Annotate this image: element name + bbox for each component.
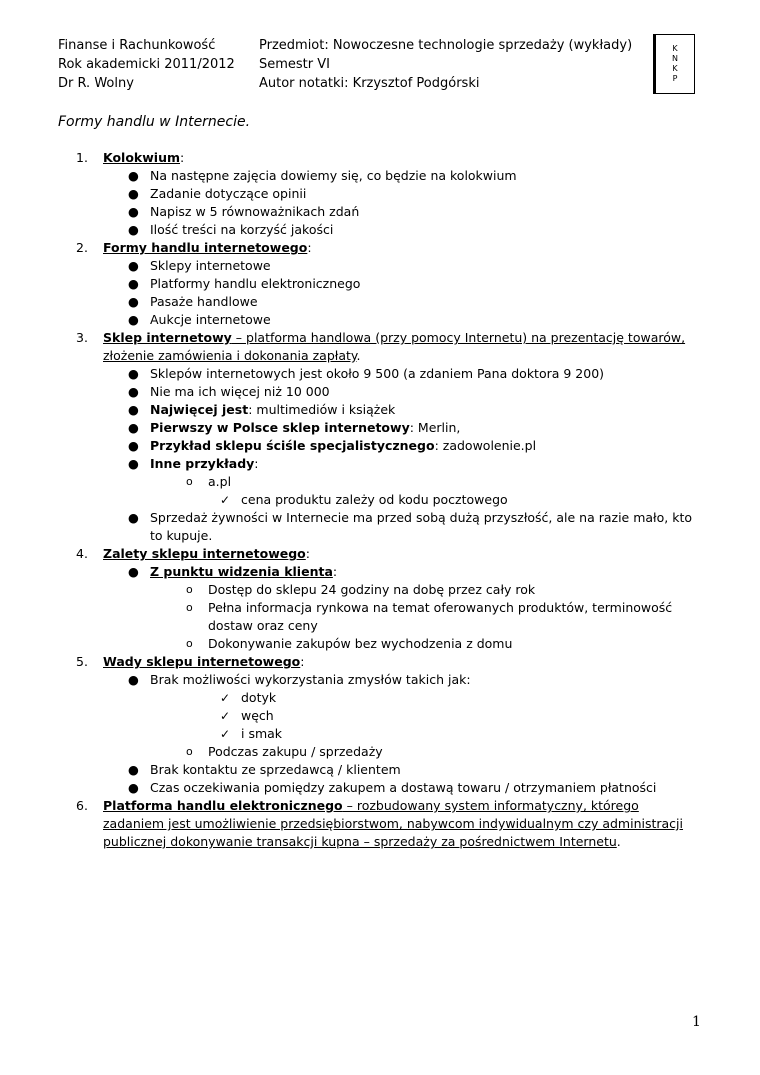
header-semester: Semestr VI	[259, 57, 330, 72]
bullet-icon: ●	[128, 186, 139, 201]
list-item	[58, 509, 698, 545]
sub-list-item-text: Dokonywanie zakupów bez wychodzenia z domu	[208, 636, 513, 651]
list-item-bold: Pierwszy w Polsce sklep internetowy	[150, 420, 410, 435]
section-definition: – rozbudowany system informatyczny, którego zadaniem jest umożliwienie przedsiębiorstwom, nabywcom indywidualnym czy administracji publicznej dokonywanie transakcji kupna – sprzedaży za pośrednictwem Internetu	[103, 798, 684, 849]
circle-bullet-icon: o	[186, 601, 193, 614]
list-item-text: Platformy handlu elektronicznego	[150, 276, 361, 291]
bullet-icon: ●	[128, 780, 139, 795]
notes-content	[58, 149, 698, 851]
list-item-text: Brak kontaktu ze sprzedawcą / klientem	[150, 762, 401, 777]
list-item-bold: Najwięcej jest	[150, 402, 249, 417]
check-item	[58, 491, 698, 509]
header-subject: Przedmiot: Nowoczesne technologie sprzedaży (wykłady)	[259, 38, 633, 53]
section-title: Sklep internetowy	[103, 330, 232, 345]
list-item-text: Aukcje internetowe	[150, 312, 271, 327]
list-item-text: Sprzedaż żywności w Internecie ma przed sobą dużą przyszłość, ale na razie mało, kto to kupuje.	[150, 510, 692, 543]
section-5	[58, 653, 698, 671]
bullet-icon: ●	[128, 204, 139, 219]
section-colon: :	[300, 654, 305, 669]
section-3	[58, 329, 698, 365]
bullet-icon: ●	[128, 672, 139, 687]
stamp-letter: P	[672, 74, 678, 83]
sub-list-item-text: Dostęp do sklepu 24 godziny na dobę przez cały rok	[208, 582, 536, 597]
bullet-icon: ●	[128, 366, 139, 381]
bullet-icon: ●	[128, 276, 139, 291]
header-author: Autor notatki: Krzysztof Podgórski	[259, 76, 480, 91]
bullet-icon: ●	[128, 312, 139, 327]
stamp-letter: N	[672, 54, 678, 63]
circle-bullet-icon: o	[186, 637, 193, 650]
bullet-icon: ●	[128, 258, 139, 273]
section-title: Zalety sklepu internetowego	[103, 546, 306, 561]
list-item-bold: Inne przykłady	[150, 456, 255, 471]
sub-list-item	[58, 743, 698, 761]
bullet-icon: ●	[128, 438, 139, 453]
check-item-text: i smak	[241, 726, 283, 741]
knkp-stamp	[655, 34, 695, 94]
section-number: 3.	[76, 330, 88, 345]
list-item	[58, 293, 698, 311]
header-lecturer: Dr R. Wolny	[58, 76, 134, 91]
list-item	[58, 563, 698, 581]
bullet-icon: ●	[128, 564, 139, 579]
sub-list-item	[58, 473, 698, 491]
bullet-icon: ●	[128, 384, 139, 399]
check-item	[58, 725, 698, 743]
list-item	[58, 383, 698, 401]
sub-list-item	[58, 581, 698, 599]
list-item	[58, 221, 698, 239]
bullet-icon: ●	[128, 402, 139, 417]
list-item-bold: Z punktu widzenia klienta	[150, 564, 333, 579]
check-item-text: dotyk	[241, 690, 277, 705]
section-number: 4.	[76, 546, 88, 561]
list-item	[58, 203, 698, 221]
document-title: Formy handlu w Internecie.	[58, 114, 251, 130]
bullet-icon: ●	[128, 456, 139, 471]
list-item	[58, 311, 698, 329]
section-number: 1.	[76, 150, 88, 165]
bullet-icon: ●	[128, 168, 139, 183]
list-item-text: Sklepów internetowych jest około 9 500 (a zdaniem Pana doktora 9 200)	[150, 366, 605, 381]
list-item	[58, 761, 698, 779]
list-item-text: Ilość treści na korzyść jakości	[150, 222, 334, 237]
bullet-icon: ●	[128, 294, 139, 309]
section-end: .	[356, 348, 361, 363]
circle-bullet-icon: o	[186, 745, 193, 758]
list-item	[58, 401, 698, 419]
section-2	[58, 239, 698, 257]
bullet-icon: ●	[128, 510, 139, 525]
list-item	[58, 455, 698, 473]
sub-list-item-text: Podczas zakupu / sprzedaży	[208, 744, 383, 759]
section-end: .	[616, 834, 621, 849]
bullet-icon: ●	[128, 420, 139, 435]
list-item	[58, 437, 698, 455]
list-item	[58, 419, 698, 437]
section-colon: :	[307, 240, 312, 255]
list-item-text: Zadanie dotyczące opinii	[150, 186, 307, 201]
stamp-letter: K	[672, 44, 678, 53]
list-item	[58, 275, 698, 293]
check-item	[58, 707, 698, 725]
section-colon: :	[305, 546, 310, 561]
section-title: Wady sklepu internetowego	[103, 654, 301, 669]
list-item-text: : Merlin,	[409, 420, 461, 435]
list-item	[58, 185, 698, 203]
section-title: Formy handlu internetowego	[103, 240, 308, 255]
circle-bullet-icon: o	[186, 583, 193, 596]
header-left	[58, 36, 235, 93]
list-item	[58, 167, 698, 185]
list-item	[58, 257, 698, 275]
bullet-icon: ●	[128, 762, 139, 777]
header-middle	[259, 36, 632, 93]
sub-list-item	[58, 635, 698, 653]
section-6	[58, 797, 698, 851]
section-colon: :	[180, 150, 185, 165]
checkmark-icon: ✓	[220, 709, 231, 723]
list-item-text: :	[254, 456, 259, 471]
list-item-text: : multimediów i książek	[248, 402, 396, 417]
check-item-text: węch	[241, 708, 274, 723]
sub-list-item	[58, 599, 698, 635]
section-1	[58, 149, 698, 167]
header-faculty: Finanse i Rachunkowość	[58, 38, 216, 53]
sub-list-item-text: Pełna informacja rynkowa na temat oferowanych produktów, terminowość dostaw oraz ceny	[208, 600, 673, 633]
bullet-icon: ●	[128, 222, 139, 237]
circle-bullet-icon: o	[186, 475, 193, 488]
list-item	[58, 671, 698, 689]
section-number: 5.	[76, 654, 88, 669]
checkmark-icon: ✓	[220, 493, 231, 507]
list-item-text: Sklepy internetowe	[150, 258, 271, 273]
list-item-text: Napisz w 5 równoważnikach zdań	[150, 204, 360, 219]
checkmark-icon: ✓	[220, 691, 231, 705]
sub-list-item-text: a.pl	[208, 474, 232, 489]
list-item-bold: Przykład sklepu ściśle specjalistycznego	[150, 438, 435, 453]
section-title: Kolokwium	[103, 150, 180, 165]
section-4	[58, 545, 698, 563]
section-definition: – platforma handlowa (przy pomocy Internetu) na prezentację towarów, złożenie zamówienia i dokonania zapłaty	[103, 330, 686, 363]
list-item-text: : zadowolenie.pl	[434, 438, 537, 453]
header-year: Rok akademicki 2011/2012	[58, 57, 235, 72]
checkmark-icon: ✓	[220, 727, 231, 741]
list-item	[58, 779, 698, 797]
section-number: 2.	[76, 240, 88, 255]
list-item-text: Czas oczekiwania pomiędzy zakupem a dostawą towaru / otrzymaniem płatności	[150, 780, 657, 795]
list-item-text: Nie ma ich więcej niż 10 000	[150, 384, 330, 399]
check-item-text: cena produktu zależy od kodu pocztowego	[241, 492, 508, 507]
page-number: 1	[692, 1014, 701, 1030]
stamp-letter: K	[672, 64, 678, 73]
list-item-text: Na następne zajęcia dowiemy się, co będzie na kolokwium	[150, 168, 517, 183]
list-item-text: :	[332, 564, 338, 579]
list-item	[58, 365, 698, 383]
section-number: 6.	[76, 798, 88, 813]
check-item	[58, 689, 698, 707]
section-title: Platforma handlu elektronicznego	[103, 798, 343, 813]
list-item-text: Pasaże handlowe	[150, 294, 258, 309]
list-item-text: Brak możliwości wykorzystania zmysłów takich jak:	[150, 672, 471, 687]
